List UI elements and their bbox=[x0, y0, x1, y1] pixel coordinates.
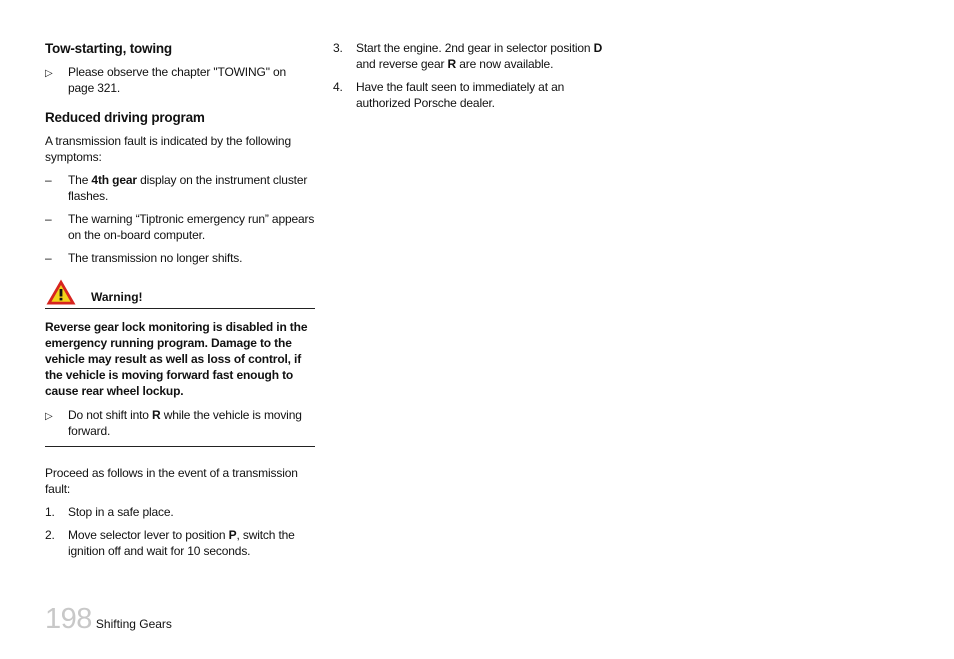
step-1-text: Stop in a safe place. bbox=[68, 505, 174, 519]
list-item-step-1 bbox=[45, 504, 315, 520]
warning-triangle-icon bbox=[45, 278, 77, 306]
step-3-number: 3. bbox=[333, 41, 343, 55]
list-item-step-2 bbox=[45, 527, 315, 559]
heading-tow-starting: Tow-starting, towing bbox=[45, 41, 172, 56]
page-footer bbox=[45, 603, 172, 635]
reduced-intro-text: A transmission fault is indicated by the following symptoms: bbox=[45, 134, 291, 164]
step-2-text: Move selector lever to position P, switch the ignition off and wait for 10 seconds. bbox=[68, 528, 295, 558]
dash-marker: – bbox=[45, 212, 52, 226]
symptom-1-text: The 4th gear display on the instrument cluster flashes. bbox=[68, 173, 308, 203]
warning-action-text: Do not shift into R while the vehicle is moving forward. bbox=[68, 408, 302, 438]
proceed-text: Proceed as follows in the event of a transmission fault: bbox=[45, 466, 298, 496]
symptom-3-text: The transmission no longer shifts. bbox=[68, 251, 243, 265]
list-item-warning-action bbox=[45, 407, 315, 439]
list-item-symptom-1 bbox=[45, 172, 315, 204]
right-column bbox=[333, 40, 608, 118]
step-3-text: Start the engine. 2nd gear in selector position D and reverse gear R are now available. bbox=[356, 41, 603, 71]
dash-marker: – bbox=[45, 173, 52, 187]
warning-header bbox=[45, 278, 315, 309]
step-1-number: 1. bbox=[45, 505, 55, 519]
section-title: Shifting Gears bbox=[95, 617, 172, 631]
step-4-text: Have the fault seen to immediately at an authorized Porsche dealer. bbox=[356, 80, 565, 110]
step-4-number: 4. bbox=[333, 80, 343, 94]
left-column bbox=[45, 40, 315, 566]
dash-marker: – bbox=[45, 251, 52, 265]
warning-label: Warning! bbox=[91, 290, 143, 304]
page-number: 198 bbox=[45, 603, 92, 635]
list-item-tow-note bbox=[45, 64, 315, 96]
symptom-2-text: The warning “Tiptronic emergency run” appears on the on-board computer. bbox=[68, 212, 315, 242]
list-item-symptom-2 bbox=[45, 211, 315, 243]
list-item-step-4 bbox=[333, 79, 608, 111]
triangle-right-icon: ▷ bbox=[45, 411, 53, 422]
list-item-step-3 bbox=[333, 40, 608, 72]
triangle-right-icon: ▷ bbox=[45, 68, 53, 79]
step-2-number: 2. bbox=[45, 528, 55, 542]
warning-text: Reverse gear lock monitoring is disabled in the emergency running program. Damage to the vehicle may result as well as loss of control, if the vehicle is moving forward fast enough to cause rear wheel lockup. bbox=[45, 320, 308, 398]
heading-reduced-driving-program: Reduced driving program bbox=[45, 110, 205, 125]
tow-note-text: Please observe the chapter "TOWING" on page 321. bbox=[68, 65, 287, 95]
warning-bottom-rule bbox=[45, 446, 315, 447]
list-item-symptom-3 bbox=[45, 250, 315, 266]
